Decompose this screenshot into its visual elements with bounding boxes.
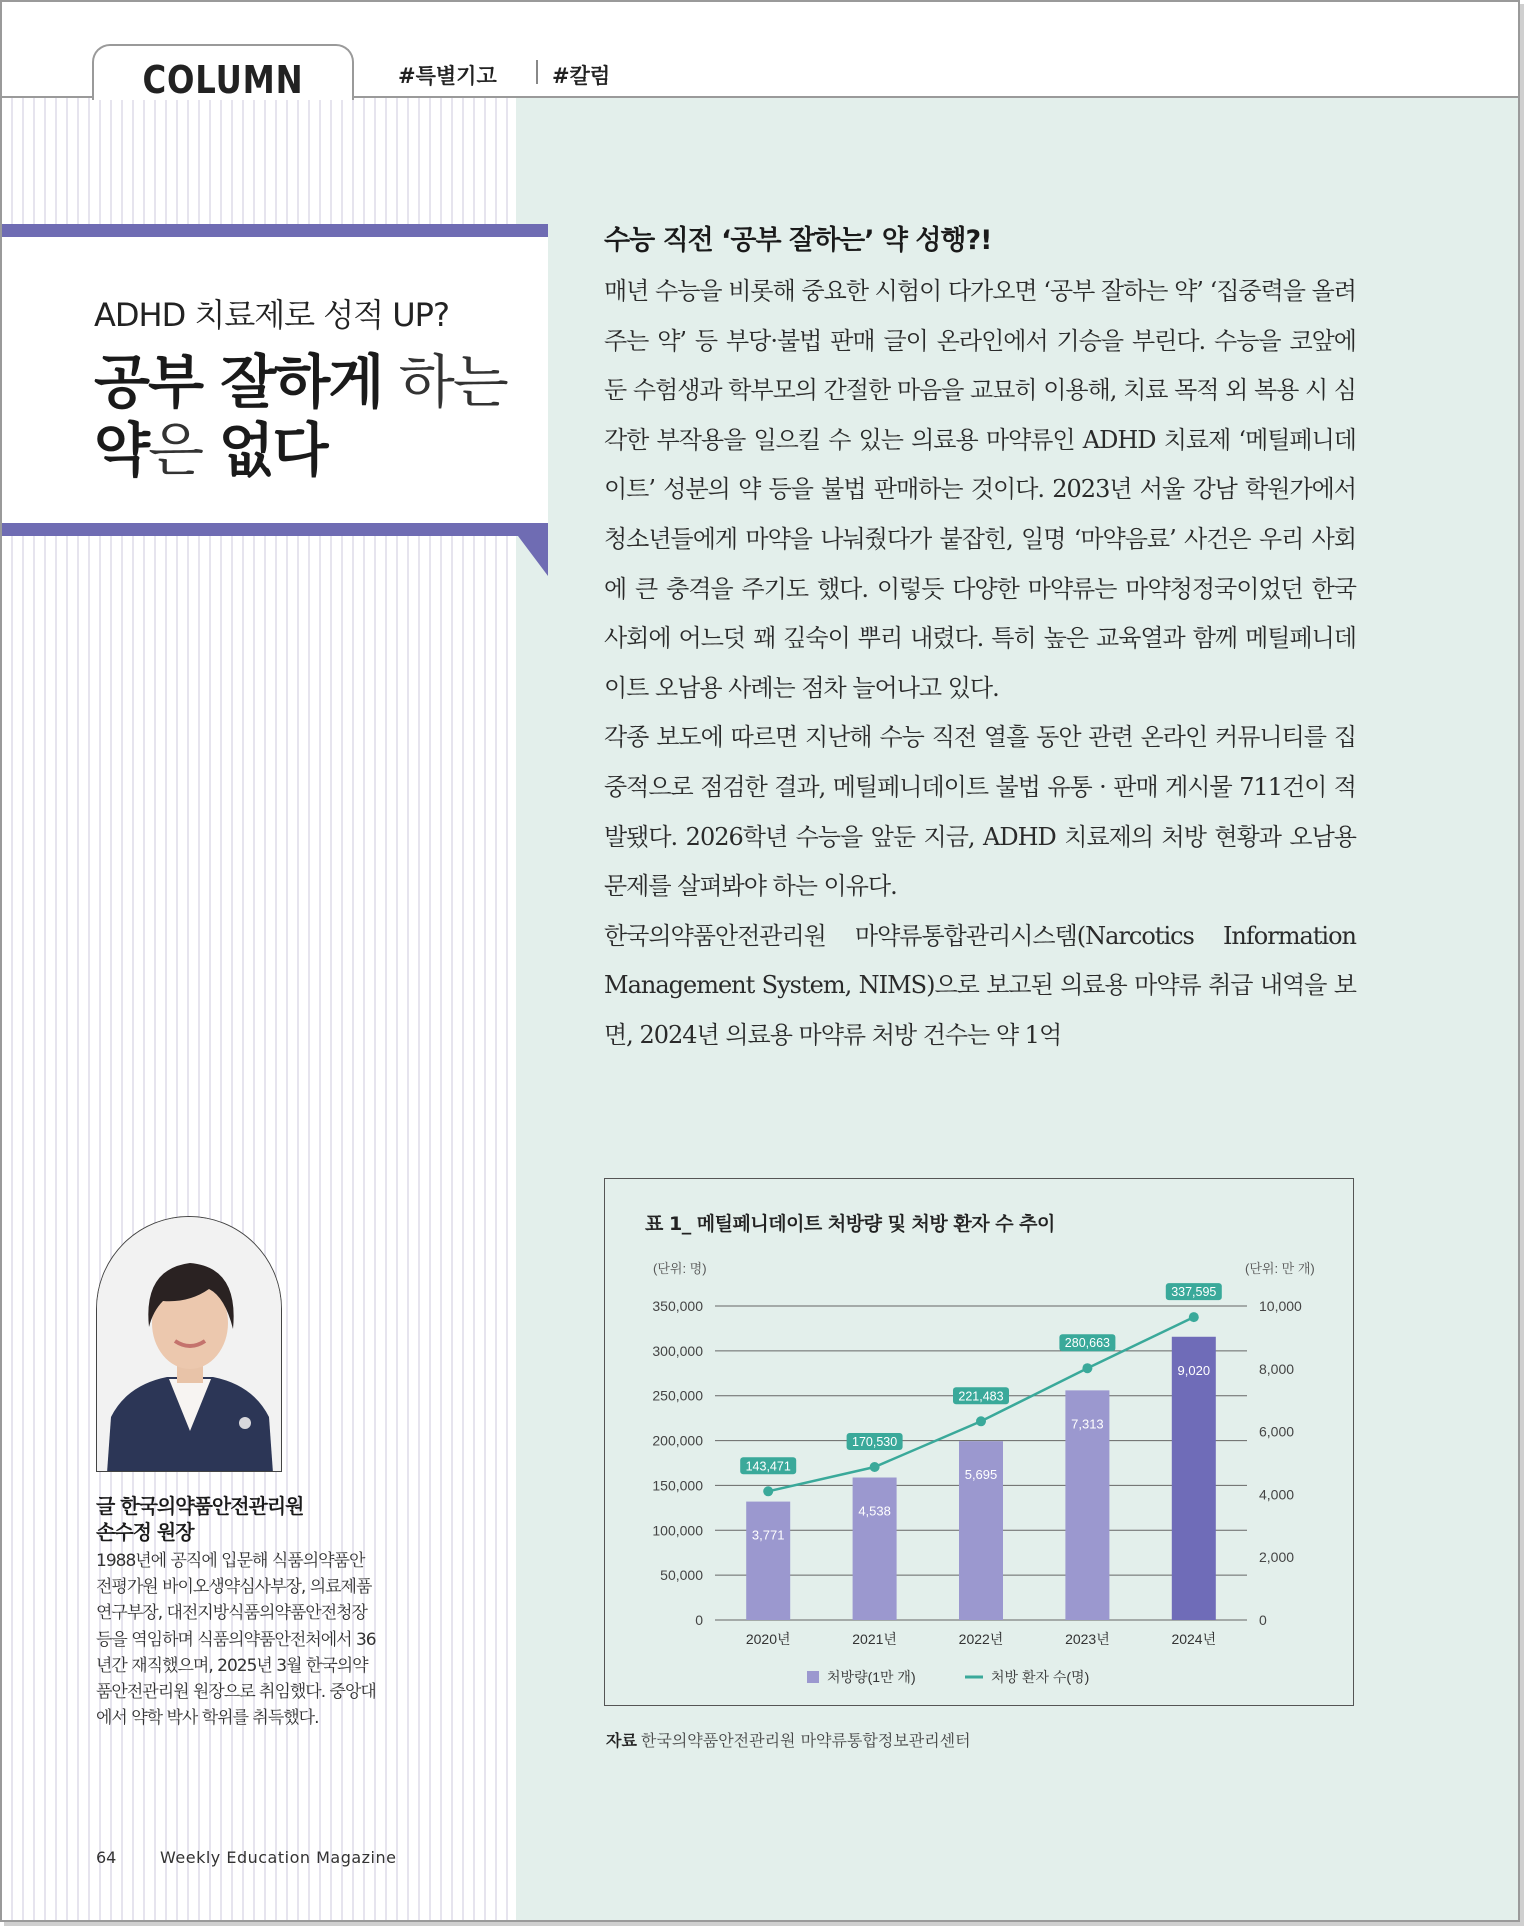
source-text: 한국의약품안전관리원 마약류통합정보관리센터 <box>640 1731 971 1750</box>
left-tick-label: 200,000 <box>652 1432 703 1449</box>
category-label: 2023년 <box>1065 1631 1110 1647</box>
right-tick-label: 10,000 <box>1259 1298 1302 1314</box>
article-heading: 수능 직전 ‘공부 잘하는’ 약 성행?! <box>604 225 992 256</box>
legend-bar-swatch <box>807 1671 819 1683</box>
bar-value-label: 4,538 <box>858 1503 891 1519</box>
left-tick-label: 300,000 <box>652 1342 703 1359</box>
bar-value-label: 3,771 <box>751 1527 785 1543</box>
left-tick-label: 350,000 <box>652 1298 703 1314</box>
left-tick-label: 0 <box>695 1612 703 1628</box>
page-number: 64 <box>96 1848 117 1867</box>
line-value-label: 337,595 <box>1171 1285 1217 1300</box>
author-name: 손수정 원장 <box>96 1520 194 1544</box>
article-title <box>94 348 507 484</box>
right-axis-unit: (단위: 만 개) <box>1245 1261 1315 1276</box>
line-value-label: 143,471 <box>745 1459 791 1474</box>
chart-source <box>606 1728 971 1751</box>
right-tick-label: 2,000 <box>1259 1549 1295 1566</box>
left-axis-unit: (단위: 명) <box>653 1261 707 1276</box>
left-tick-label: 150,000 <box>652 1477 703 1494</box>
article-body <box>604 218 1356 1061</box>
right-tick-label: 6,000 <box>1259 1423 1295 1440</box>
right-tick-label: 8,000 <box>1259 1360 1295 1377</box>
article-paragraph-3: 한국의약품안전관리원 마약류통합관리시스템(Narcotics Information Management System, NIMS)으로 보고된 의료용 마약류 취급 내역을 보면, 2024년 의료용 마약류 처방 건수는 약 1억 <box>604 921 1356 1049</box>
line-point <box>870 1462 880 1472</box>
chart-svg <box>605 1179 1355 1707</box>
author-portrait-image <box>97 1217 282 1472</box>
category-label: 2024년 <box>1171 1631 1217 1647</box>
title-light-1: 하는 <box>382 348 507 416</box>
title-bold-3: 없다 <box>218 416 327 484</box>
source-label: 자료 <box>606 1731 637 1750</box>
magazine-name: Weekly Education Magazine <box>160 1848 397 1867</box>
line-value-label: 221,483 <box>958 1389 1004 1404</box>
legend-line-label: 처방 환자 수(명) <box>991 1669 1090 1685</box>
author-bio: 1988년에 공직에 입문해 식품의약품안전평가원 바이오생약심사부장, 의료제품연구부장, 대전지방식품의약품안전청장 등을 역임하며 식품의약품안전처에서 36년간 재직했으며, 2025년 3월 한국의약품안전관리원 원장으로 취임했다. 중앙대에서 약학 박사 학위를 취득했다. <box>96 1551 376 1729</box>
right-tick-label: 0 <box>1259 1612 1267 1628</box>
category-label: 2022년 <box>958 1631 1004 1647</box>
article-paragraph-2: 각종 보도에 따르면 지난해 수능 직전 열흘 동안 관련 온라인 커뮤니티를 집중적으로 점검한 결과, 메틸페니데이트 불법 유통 · 판매 게시물 711건이 적발됐다. 2026학년 수능을 앞둔 지금, ADHD 치료제의 처방 현황과 오남용 문제를 살펴봐야 하는 이유다. <box>604 723 1356 901</box>
article-paragraph-1: 매년 수능을 비롯해 중요한 시험이 다가오면 ‘공부 잘하는 약’ ‘집중력을 올려주는 약’ 등 부당·불법 판매 글이 온라인에서 기승을 부린다. 수능을 코앞에 둔 수험생과 학부모의 간절한 마음을 교묘히 이용해, 치료 목적 외 복용 시 심각한 부작용을 일으킬 수 있는 의료용 마약류인 ADHD 치료제 ‘메틸페니데이트’ 성분의 약 등을 불법 판매하는 것이다. 2023년 서울 강남 학원가에서 청소년들에게 마약을 나눠줬다가 붙잡힌, 일명 ‘마약음료’ 사건은 우리 사회에 큰 충격을 주기도 했다. 이렇듯 다양한 마약류는 마약청정국이었던 한국 사회에 어느덧 꽤 깊숙이 뿌리 내렸다. 특히 높은 교육열과 함께 메틸페니데이트 오남용 사례는 점차 늘어나고 있다. <box>604 277 1356 702</box>
left-tick-label: 250,000 <box>652 1387 703 1404</box>
bar-value-label: 5,695 <box>964 1467 998 1483</box>
tag-separator <box>536 60 538 84</box>
chart-box <box>604 1178 1354 1706</box>
author-photo <box>96 1216 282 1472</box>
legend-bar-label: 처방량(1만 개) <box>827 1669 916 1685</box>
line-value-label: 280,663 <box>1064 1336 1110 1351</box>
bar-value-label: 7,313 <box>1071 1416 1104 1432</box>
category-label: 2021년 <box>852 1631 897 1647</box>
title-bold-2: 약 <box>94 416 149 484</box>
bar-prescription-volume <box>746 1502 790 1620</box>
title-bold-1: 공부 잘하게 <box>94 348 383 416</box>
right-tick-label: 4,000 <box>1259 1486 1295 1503</box>
chart-title: 표 1_ 메틸페니데이트 처방량 및 처방 환자 수 추이 <box>645 1213 1055 1235</box>
section-tab-label: COLUMN <box>142 58 304 102</box>
line-value-label: 170,530 <box>852 1435 898 1450</box>
category-label: 2020년 <box>745 1631 791 1647</box>
line-point <box>763 1486 773 1496</box>
title-light-2: 은 <box>148 416 219 484</box>
tag-special: #특별기고 <box>398 64 497 88</box>
line-point <box>1082 1363 1092 1373</box>
left-tick-label: 100,000 <box>652 1522 703 1539</box>
title-flag-corner <box>518 536 548 576</box>
left-tick-label: 50,000 <box>660 1567 703 1584</box>
bar-prescription-volume <box>853 1478 897 1620</box>
tag-column: #칼럼 <box>552 64 611 88</box>
author-affiliation: 글 한국의약품안전관리원 <box>96 1494 304 1518</box>
article-subtitle: ADHD 치료제로 성적 UP? <box>94 296 449 334</box>
line-point <box>976 1416 986 1426</box>
section-tab <box>92 44 354 100</box>
bar-value-label: 9,020 <box>1177 1362 1211 1378</box>
line-point <box>1189 1312 1199 1322</box>
bar-prescription-volume <box>1172 1337 1216 1620</box>
